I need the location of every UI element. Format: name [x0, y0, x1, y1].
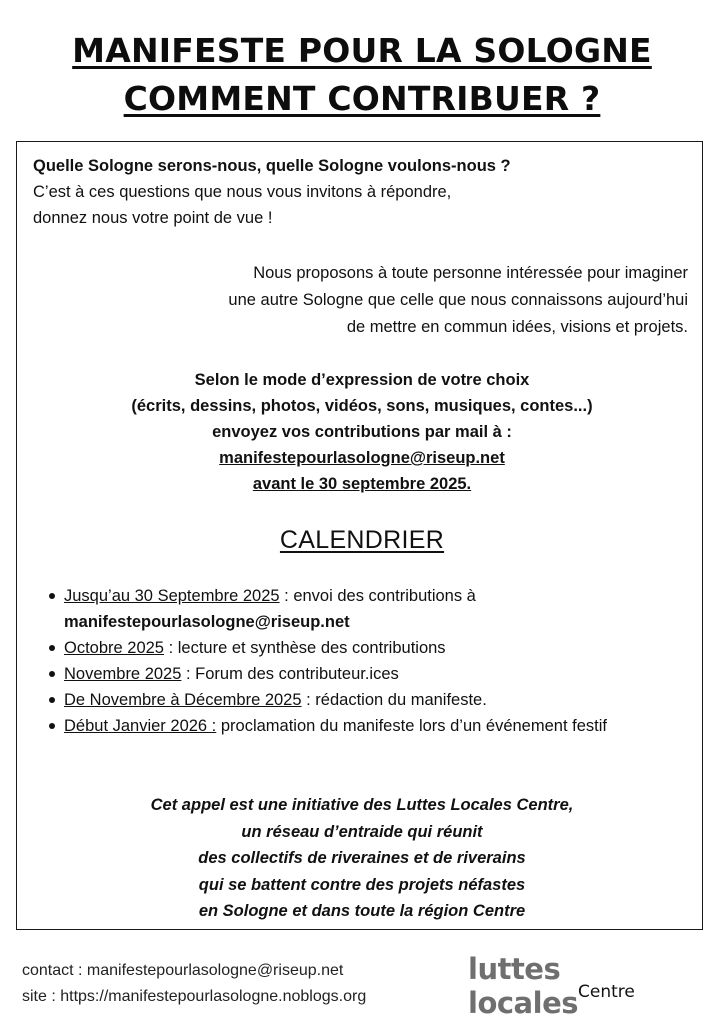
calendar-item-text: proclamation du manifeste lors d’un événement festif: [216, 717, 607, 735]
calendar-item-text: : envoi des contributions à: [279, 587, 476, 605]
intro-paragraph: [33, 153, 511, 231]
calendar-heading: CALENDRIER: [279, 526, 445, 554]
deadline-text: avant le 30 septembre 2025.: [252, 475, 472, 493]
initiative-line-4: qui se battent contre des projets néfastes: [198, 875, 526, 894]
page-title-line-2: COMMENT CONTRIBUER ?: [123, 79, 601, 118]
calendar-item-date: Début Janvier 2026 :: [64, 717, 217, 735]
bullet-icon: [49, 723, 55, 729]
calendar-item: [46, 583, 686, 635]
calendar-item: [46, 713, 686, 739]
instructions-line-2: (écrits, dessins, photos, vidéos, sons, musiques, contes...): [131, 397, 593, 415]
calendar-item-date: Octobre 2025: [64, 639, 164, 657]
initiative-line-2: un réseau d’entraide qui réunit: [241, 822, 483, 841]
calendar-item-text: : rédaction du manifeste.: [301, 691, 487, 709]
footer-contact-email[interactable]: contact : manifestepourlasologne@riseup.net: [22, 962, 344, 979]
calendar-item: [46, 635, 686, 661]
calendar-item-email[interactable]: manifestepourlasologne@riseup.net: [64, 613, 350, 631]
page-title-line-1: MANIFESTE POUR LA SOLOGNE: [72, 31, 652, 70]
logo-sub: Centre: [578, 982, 635, 1002]
proposal-line-3: de mettre en commun idées, visions et projets.: [346, 318, 688, 336]
logo-name: luttes locales: [468, 952, 578, 1020]
luttes-locales-logo: [468, 952, 678, 1020]
contact-email-link[interactable]: manifestepourlasologne@riseup.net: [219, 449, 505, 467]
initiative-line-3: des collectifs de riveraines et de riverains: [198, 849, 526, 867]
proposal-paragraph: [228, 260, 688, 341]
intro-line-2: C’est à ces questions que nous vous invitons à répondre,: [33, 183, 452, 201]
intro-question: Quelle Sologne serons-nous, quelle Sologne voulons-nous ?: [33, 157, 511, 175]
calendar-list: [46, 583, 686, 739]
initiative-line-5: en Sologne et dans toute la région Centre: [198, 902, 526, 920]
initiative-line-1: Cet appel est une initiative des Luttes Locales Centre,: [150, 796, 574, 814]
calendar-item: [46, 687, 686, 713]
proposal-line-2: une autre Sologne que celle que nous connaissons aujourd’hui: [228, 291, 688, 309]
proposal-line-1: Nous proposons à toute personne intéressée pour imaginer: [253, 264, 688, 282]
bullet-icon: [49, 671, 55, 677]
intro-line-3: donnez nous votre point de vue !: [33, 209, 273, 227]
calendar-item-text: : lecture et synthèse des contributions: [163, 639, 446, 657]
calendar-item-date: De Novembre à Décembre 2025: [64, 691, 302, 709]
bullet-icon: [49, 593, 55, 599]
calendar-item-text: : Forum des contributeur.ices: [181, 665, 399, 683]
calendar-item-date: Novembre 2025: [64, 665, 182, 683]
footer-contact: [22, 958, 366, 1010]
calendar-item: [46, 661, 686, 687]
instructions-line-1: Selon le mode d’expression de votre choix: [194, 371, 530, 389]
initiative-paragraph: [0, 792, 724, 925]
calendar-item-date: Jusqu’au 30 Septembre 2025: [64, 587, 280, 605]
bullet-icon: [49, 697, 55, 703]
instructions-line-3: envoyez vos contributions par mail à :: [212, 423, 512, 441]
bullet-icon: [49, 645, 55, 651]
instructions-paragraph: [0, 367, 724, 497]
footer-site-link[interactable]: site : https://manifestepourlasologne.noblogs.org: [22, 988, 367, 1005]
